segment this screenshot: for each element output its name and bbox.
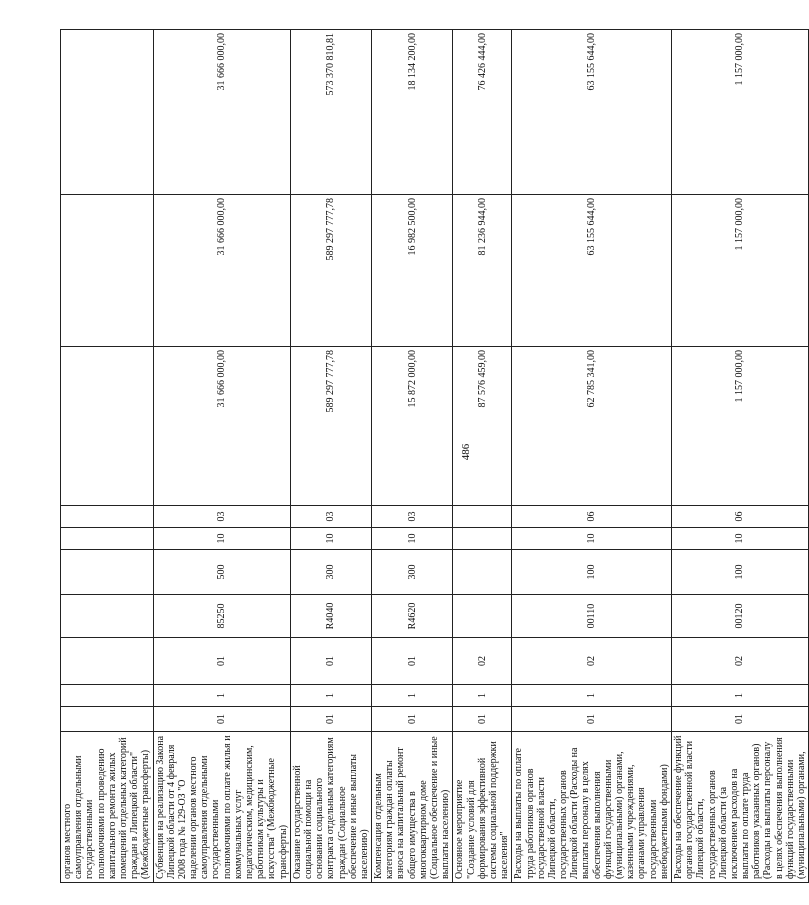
code-cell: 01 — [453, 707, 512, 732]
amount-cell: 76 426 444,00 — [453, 30, 512, 195]
code-cell: 01 — [290, 707, 371, 732]
amount-cell — [61, 195, 154, 347]
code-cell: 01 — [153, 707, 290, 732]
code-cell: 02 — [671, 638, 808, 685]
code-cell: 85250 — [153, 595, 290, 638]
code-cell — [453, 550, 512, 595]
row-name: Субвенция на реализацию Закона Липецкой области от 4 февраля 2008 года № 129-ОЗ "О наделении органов местного самоуправления отдельными государственными полномочиями по оплате жилья и коммунальных услуг педагогическим, медицинским, работникам культуры и искусства" (Межбюджетные трансферты) — [153, 732, 290, 883]
code-cell: 10 — [290, 528, 371, 550]
amount-cell: 573 370 810,81 — [290, 30, 371, 195]
amount-cell — [61, 347, 154, 506]
code-cell: R4620 — [372, 595, 453, 638]
code-cell — [61, 550, 154, 595]
amount-cell: 31 666 000,00 — [153, 347, 290, 506]
table-row — [512, 30, 672, 883]
row-name: органов местного самоуправления отдельными государственными полномочиями по проведению капитального ремонта жилых помещений отдельных категорий граждан в Липецкой области" (Межбюджетные трансферты) — [61, 732, 154, 883]
code-cell: 100 — [512, 550, 672, 595]
code-cell: 100 — [671, 550, 808, 595]
code-cell: 10 — [512, 528, 672, 550]
amount-cell: 31 666 000,00 — [153, 30, 290, 195]
amount-cell: 81 236 944,00 — [453, 195, 512, 347]
code-cell: 00120 — [671, 595, 808, 638]
code-cell: 01 — [671, 707, 808, 732]
amount-cell: 63 155 644,00 — [512, 195, 672, 347]
budget-table — [60, 29, 809, 883]
code-cell — [61, 506, 154, 528]
amount-cell: 18 134 200,00 — [372, 30, 453, 195]
amount-cell: 63 155 644,00 — [512, 30, 672, 195]
amount-cell: 1 157 000,00 — [671, 347, 808, 506]
row-name: Основное мероприятие "Создание условий для формирования эффективной системы социальной поддержки населения" — [453, 732, 512, 883]
amount-cell — [61, 30, 154, 195]
code-cell: 01 — [372, 707, 453, 732]
row-name: Расходы на выплаты по оплате труда работников органов государственной власти Липецкой области, государственных органов Липецкой области (Расходы на выплаты персоналу в целях обеспечения выполнения функций государственными (муниципальными) органами, казенными учреждениями, органами управления государственными внебюджетными фондами) — [512, 732, 672, 883]
code-cell: 01 — [290, 638, 371, 685]
amount-cell: 16 982 500,00 — [372, 195, 453, 347]
code-cell: 1 — [512, 685, 672, 707]
code-cell: 03 — [153, 506, 290, 528]
amount-cell: 1 157 000,00 — [671, 30, 808, 195]
code-cell: 03 — [290, 506, 371, 528]
amount-cell: 62 785 341,00 — [512, 347, 672, 506]
code-cell: 10 — [153, 528, 290, 550]
code-cell: 1 — [153, 685, 290, 707]
code-cell — [453, 595, 512, 638]
amount-cell: 31 666 000,00 — [153, 195, 290, 347]
code-cell: 1 — [290, 685, 371, 707]
rotated-table-container — [60, 30, 807, 883]
table-row — [61, 30, 154, 883]
code-cell: 1 — [453, 685, 512, 707]
code-cell: 02 — [453, 638, 512, 685]
code-cell: 1 — [671, 685, 808, 707]
amount-cell: 589 297 777,78 — [290, 347, 371, 506]
code-cell: 06 — [512, 506, 672, 528]
amount-cell: 87 576 459,00 — [453, 347, 512, 506]
code-cell: R4040 — [290, 595, 371, 638]
row-name: Оказание государственной социальной помощи на основании социального контракта отдельным категориям граждан (Социальное обеспечение и иные выплаты населению) — [290, 732, 371, 883]
table-row — [671, 30, 808, 883]
code-cell — [61, 707, 154, 732]
code-cell — [61, 595, 154, 638]
code-cell — [61, 638, 154, 685]
code-cell: 10 — [372, 528, 453, 550]
code-cell — [453, 528, 512, 550]
code-cell: 06 — [671, 506, 808, 528]
amount-cell: 15 872 000,00 — [372, 347, 453, 506]
code-cell: 01 — [372, 638, 453, 685]
page-number: 486 — [460, 443, 472, 461]
code-cell: 1 — [372, 685, 453, 707]
table-row — [290, 30, 371, 883]
code-cell: 01 — [512, 707, 672, 732]
row-name: Компенсация отдельным категориям граждан оплаты взноса на капитальный ремонт общего имущества в многоквартирном доме (Социальное обеспечение и иные выплаты населению) — [372, 732, 453, 883]
table-row — [453, 30, 512, 883]
code-cell — [61, 685, 154, 707]
code-cell: 500 — [153, 550, 290, 595]
code-cell: 10 — [671, 528, 808, 550]
amount-cell: 589 297 777,78 — [290, 195, 371, 347]
table-row — [153, 30, 290, 883]
code-cell — [61, 528, 154, 550]
code-cell: 300 — [290, 550, 371, 595]
code-cell: 01 — [153, 638, 290, 685]
row-name: Расходы на обеспечение функций органов государственной власти Липецкой области, государственных органов Липецкой области (за исключением расходов на выплаты по оплате труда работников указанных органов) (Расходы на выплаты персоналу в целях обеспечения выполнения функций государственными (муниципальными) органами, — [671, 732, 808, 883]
code-cell: 00110 — [512, 595, 672, 638]
code-cell: 300 — [372, 550, 453, 595]
code-cell: 03 — [372, 506, 453, 528]
code-cell: 02 — [512, 638, 672, 685]
table-row — [372, 30, 453, 883]
amount-cell: 1 157 000,00 — [671, 195, 808, 347]
code-cell — [453, 506, 512, 528]
